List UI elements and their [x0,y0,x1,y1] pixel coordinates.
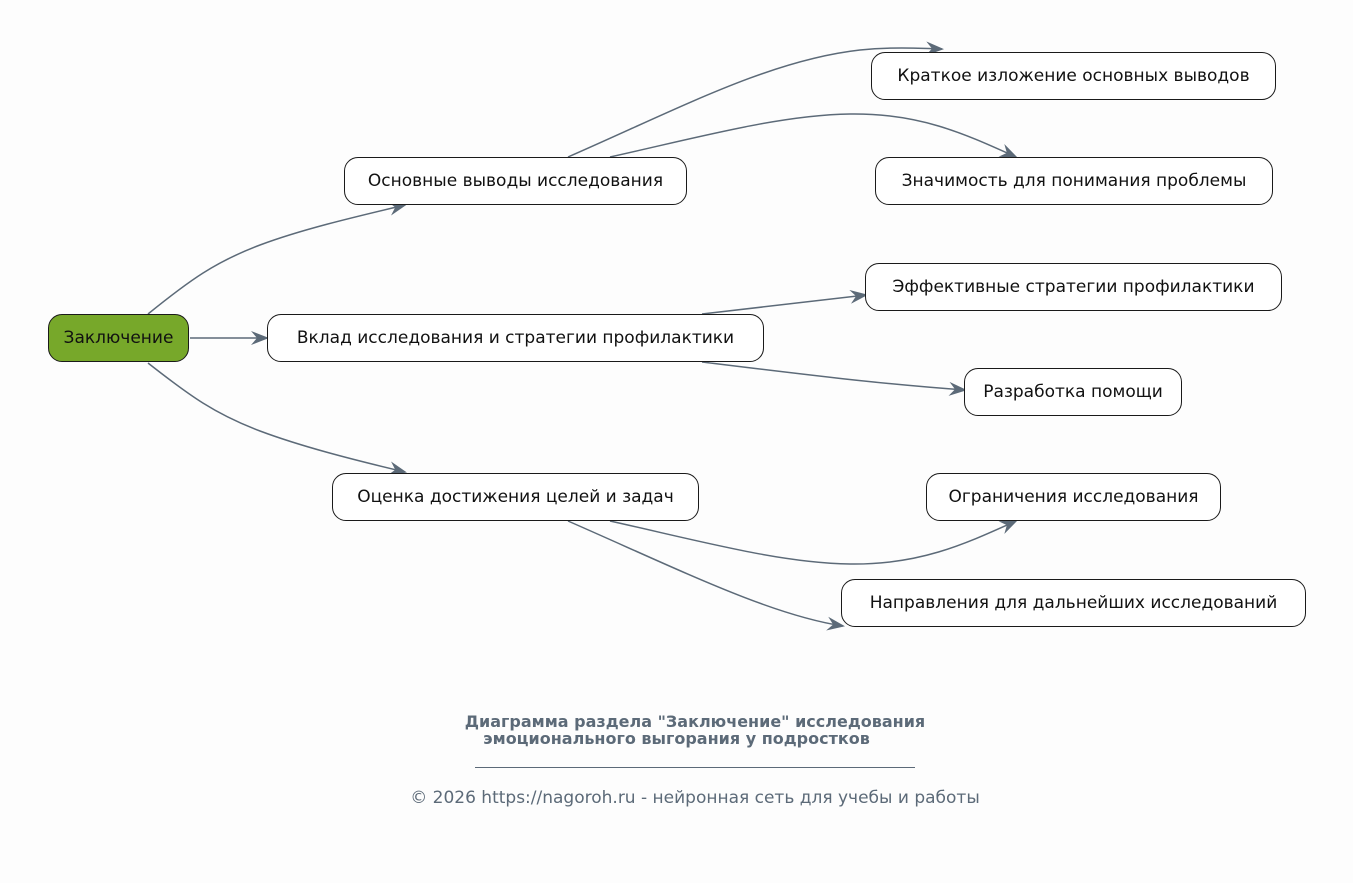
edge-findings-to-significance [610,114,1016,157]
caption-title-line1: Диаграмма раздела "Заключение" исследования [464,712,926,731]
caption-divider [475,767,915,768]
caption-copyright-link[interactable]: © 2026 https://nagoroh.ru - нейронная сеть для учебы и работы [410,788,980,808]
node-root[interactable]: Заключение [48,314,189,362]
node-evaluation[interactable]: Оценка достижения целей и задач [332,473,699,521]
edge-root-to-evaluation [148,363,405,472]
node-limitations[interactable]: Ограничения исследования [926,473,1221,521]
edge-contribution-to-strategies [702,295,866,314]
caption-title-line2: эмоционального выгорания у подростков [483,729,870,748]
node-help[interactable]: Разработка помощи [964,368,1182,416]
node-main-findings[interactable]: Основные выводы исследования [344,157,687,205]
node-directions[interactable]: Направления для дальнейших исследований [841,579,1306,627]
node-contribution[interactable]: Вклад исследования и стратегии профилактики [267,314,764,362]
edge-evaluation-to-limitations [610,521,1016,564]
edge-root-to-findings [148,205,405,314]
node-significance[interactable]: Значимость для понимания проблемы [875,157,1273,205]
edge-contribution-to-help [702,362,965,390]
node-summary[interactable]: Краткое изложение основных выводов [871,52,1276,100]
node-strategies[interactable]: Эффективные стратегии профилактики [865,263,1282,311]
edge-evaluation-to-directions [568,521,843,626]
